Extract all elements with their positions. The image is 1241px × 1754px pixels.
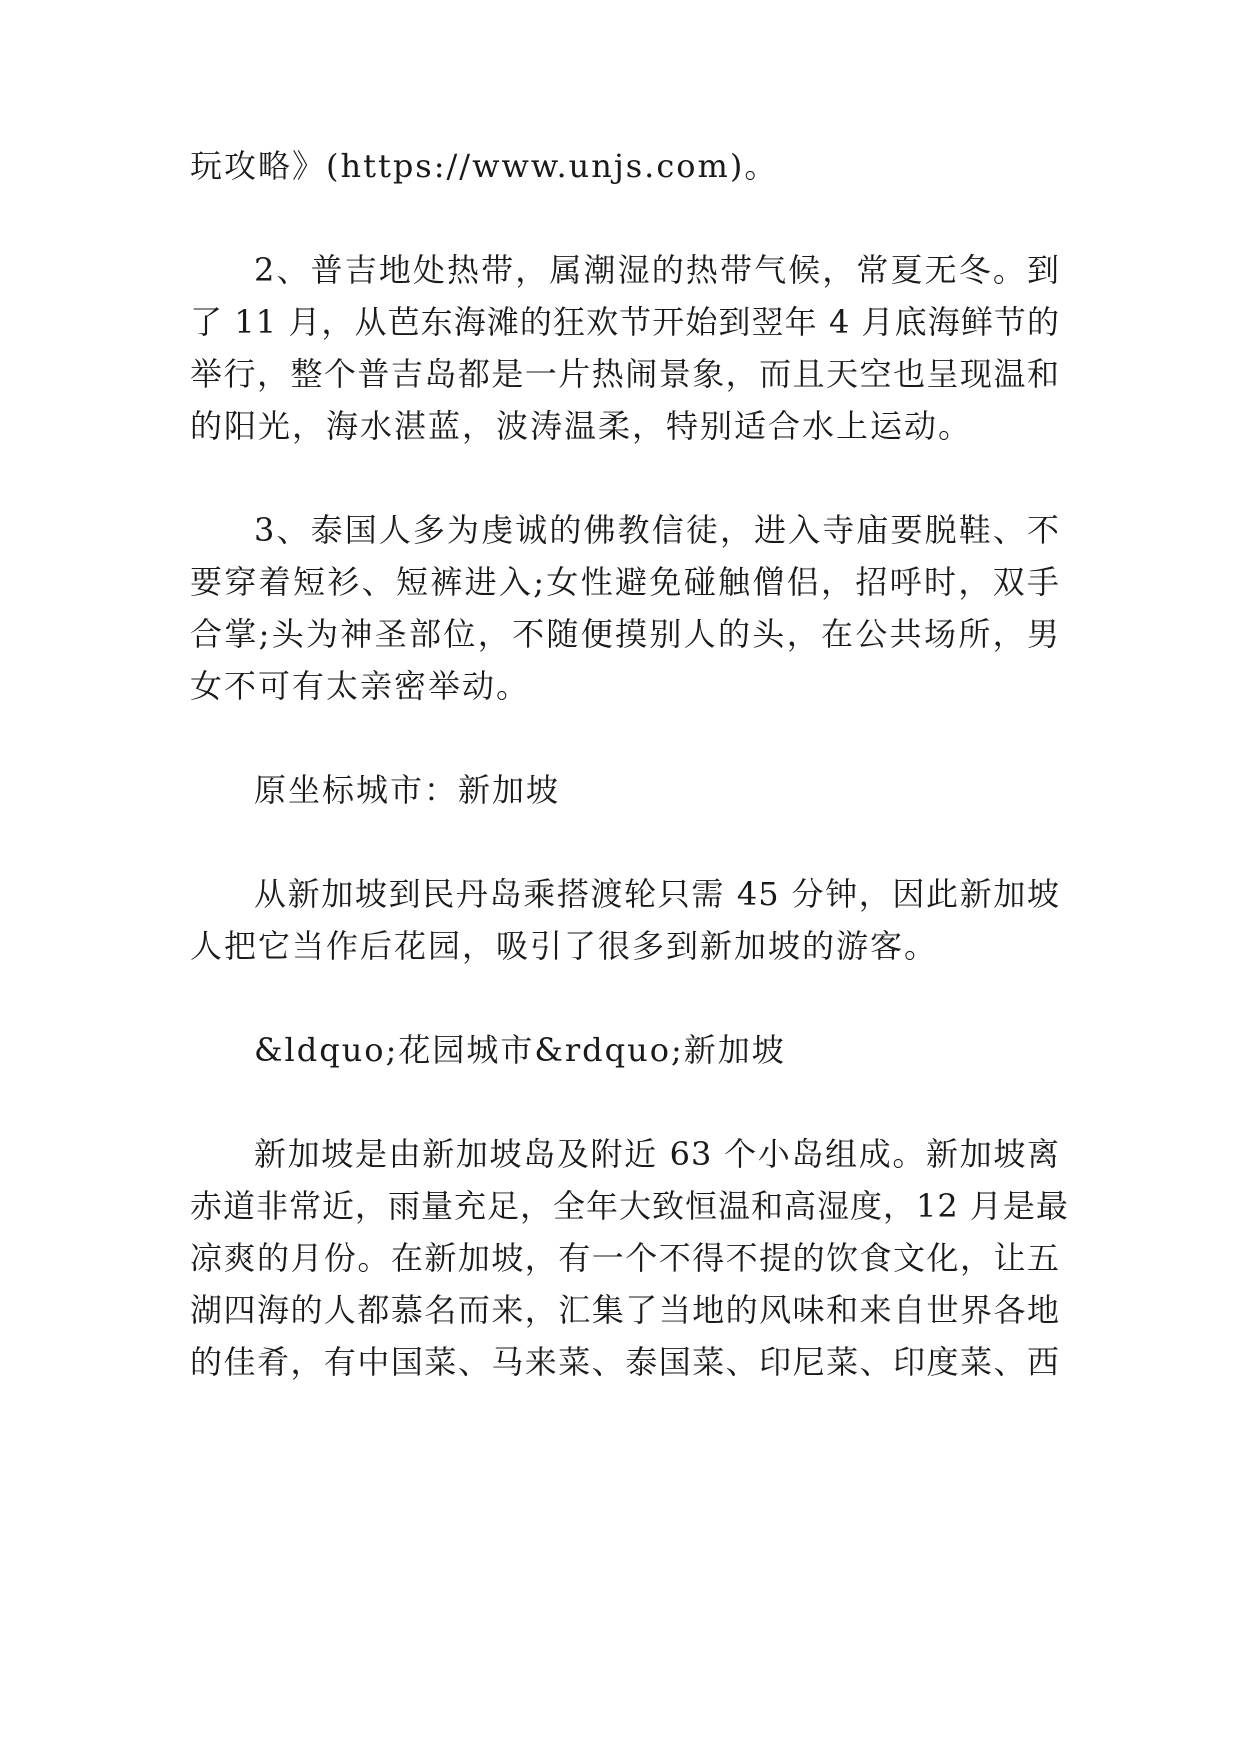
paragraph-line: 凉爽的月份。在新加坡，有一个不得不提的饮食文化，让五 bbox=[190, 1239, 1060, 1277]
paragraph-line: 赤道非常近，雨量充足，全年大致恒温和高湿度，12 月是最 bbox=[190, 1187, 1069, 1225]
paragraph-line: 湖四海的人都慕名而来，汇集了当地的风味和来自世界各地 bbox=[190, 1291, 1060, 1329]
section-heading: &ldquo;花园城市&rdquo;新加坡 bbox=[254, 1031, 786, 1069]
paragraph-line: 合掌;头为神圣部位，不随便摸别人的头，在公共场所，男 bbox=[190, 615, 1060, 653]
paragraph-line: 人把它当作后花园，吸引了很多到新加坡的游客。 bbox=[190, 927, 939, 965]
paragraph-line: 了 11 月，从芭东海滩的狂欢节开始到翌年 4 月底海鲜节的 bbox=[190, 303, 1060, 341]
paragraph-line: 要穿着短衫、短裤进入;女性避免碰触僧侣，招呼时，双手 bbox=[190, 563, 1060, 601]
paragraph-line: 2、普吉地处热带，属潮湿的热带气候，常夏无冬。到 bbox=[254, 251, 1060, 289]
paragraph-line: 从新加坡到民丹岛乘搭渡轮只需 45 分钟，因此新加坡 bbox=[254, 875, 1060, 913]
paragraph-line: 新加坡是由新加坡岛及附近 63 个小岛组成。新加坡离 bbox=[254, 1135, 1060, 1173]
paragraph-line: 举行，整个普吉岛都是一片热闹景象，而且天空也呈现温和 bbox=[190, 355, 1060, 393]
paragraph-line: 女不可有太亲密举动。 bbox=[190, 667, 531, 705]
paragraph-line: 的阳光，海水湛蓝，波涛温柔，特别适合水上运动。 bbox=[190, 407, 973, 445]
paragraph-line: 玩攻略》(https://www.unjs.com)。 bbox=[190, 147, 779, 185]
paragraph-line: 3、泰国人多为虔诚的佛教信徒，进入寺庙要脱鞋、不 bbox=[254, 511, 1060, 549]
paragraph-line: 的佳肴，有中国菜、马来菜、泰国菜、印尼菜、印度菜、西 bbox=[190, 1343, 1060, 1381]
section-heading: 原坐标城市：新加坡 bbox=[254, 771, 561, 809]
